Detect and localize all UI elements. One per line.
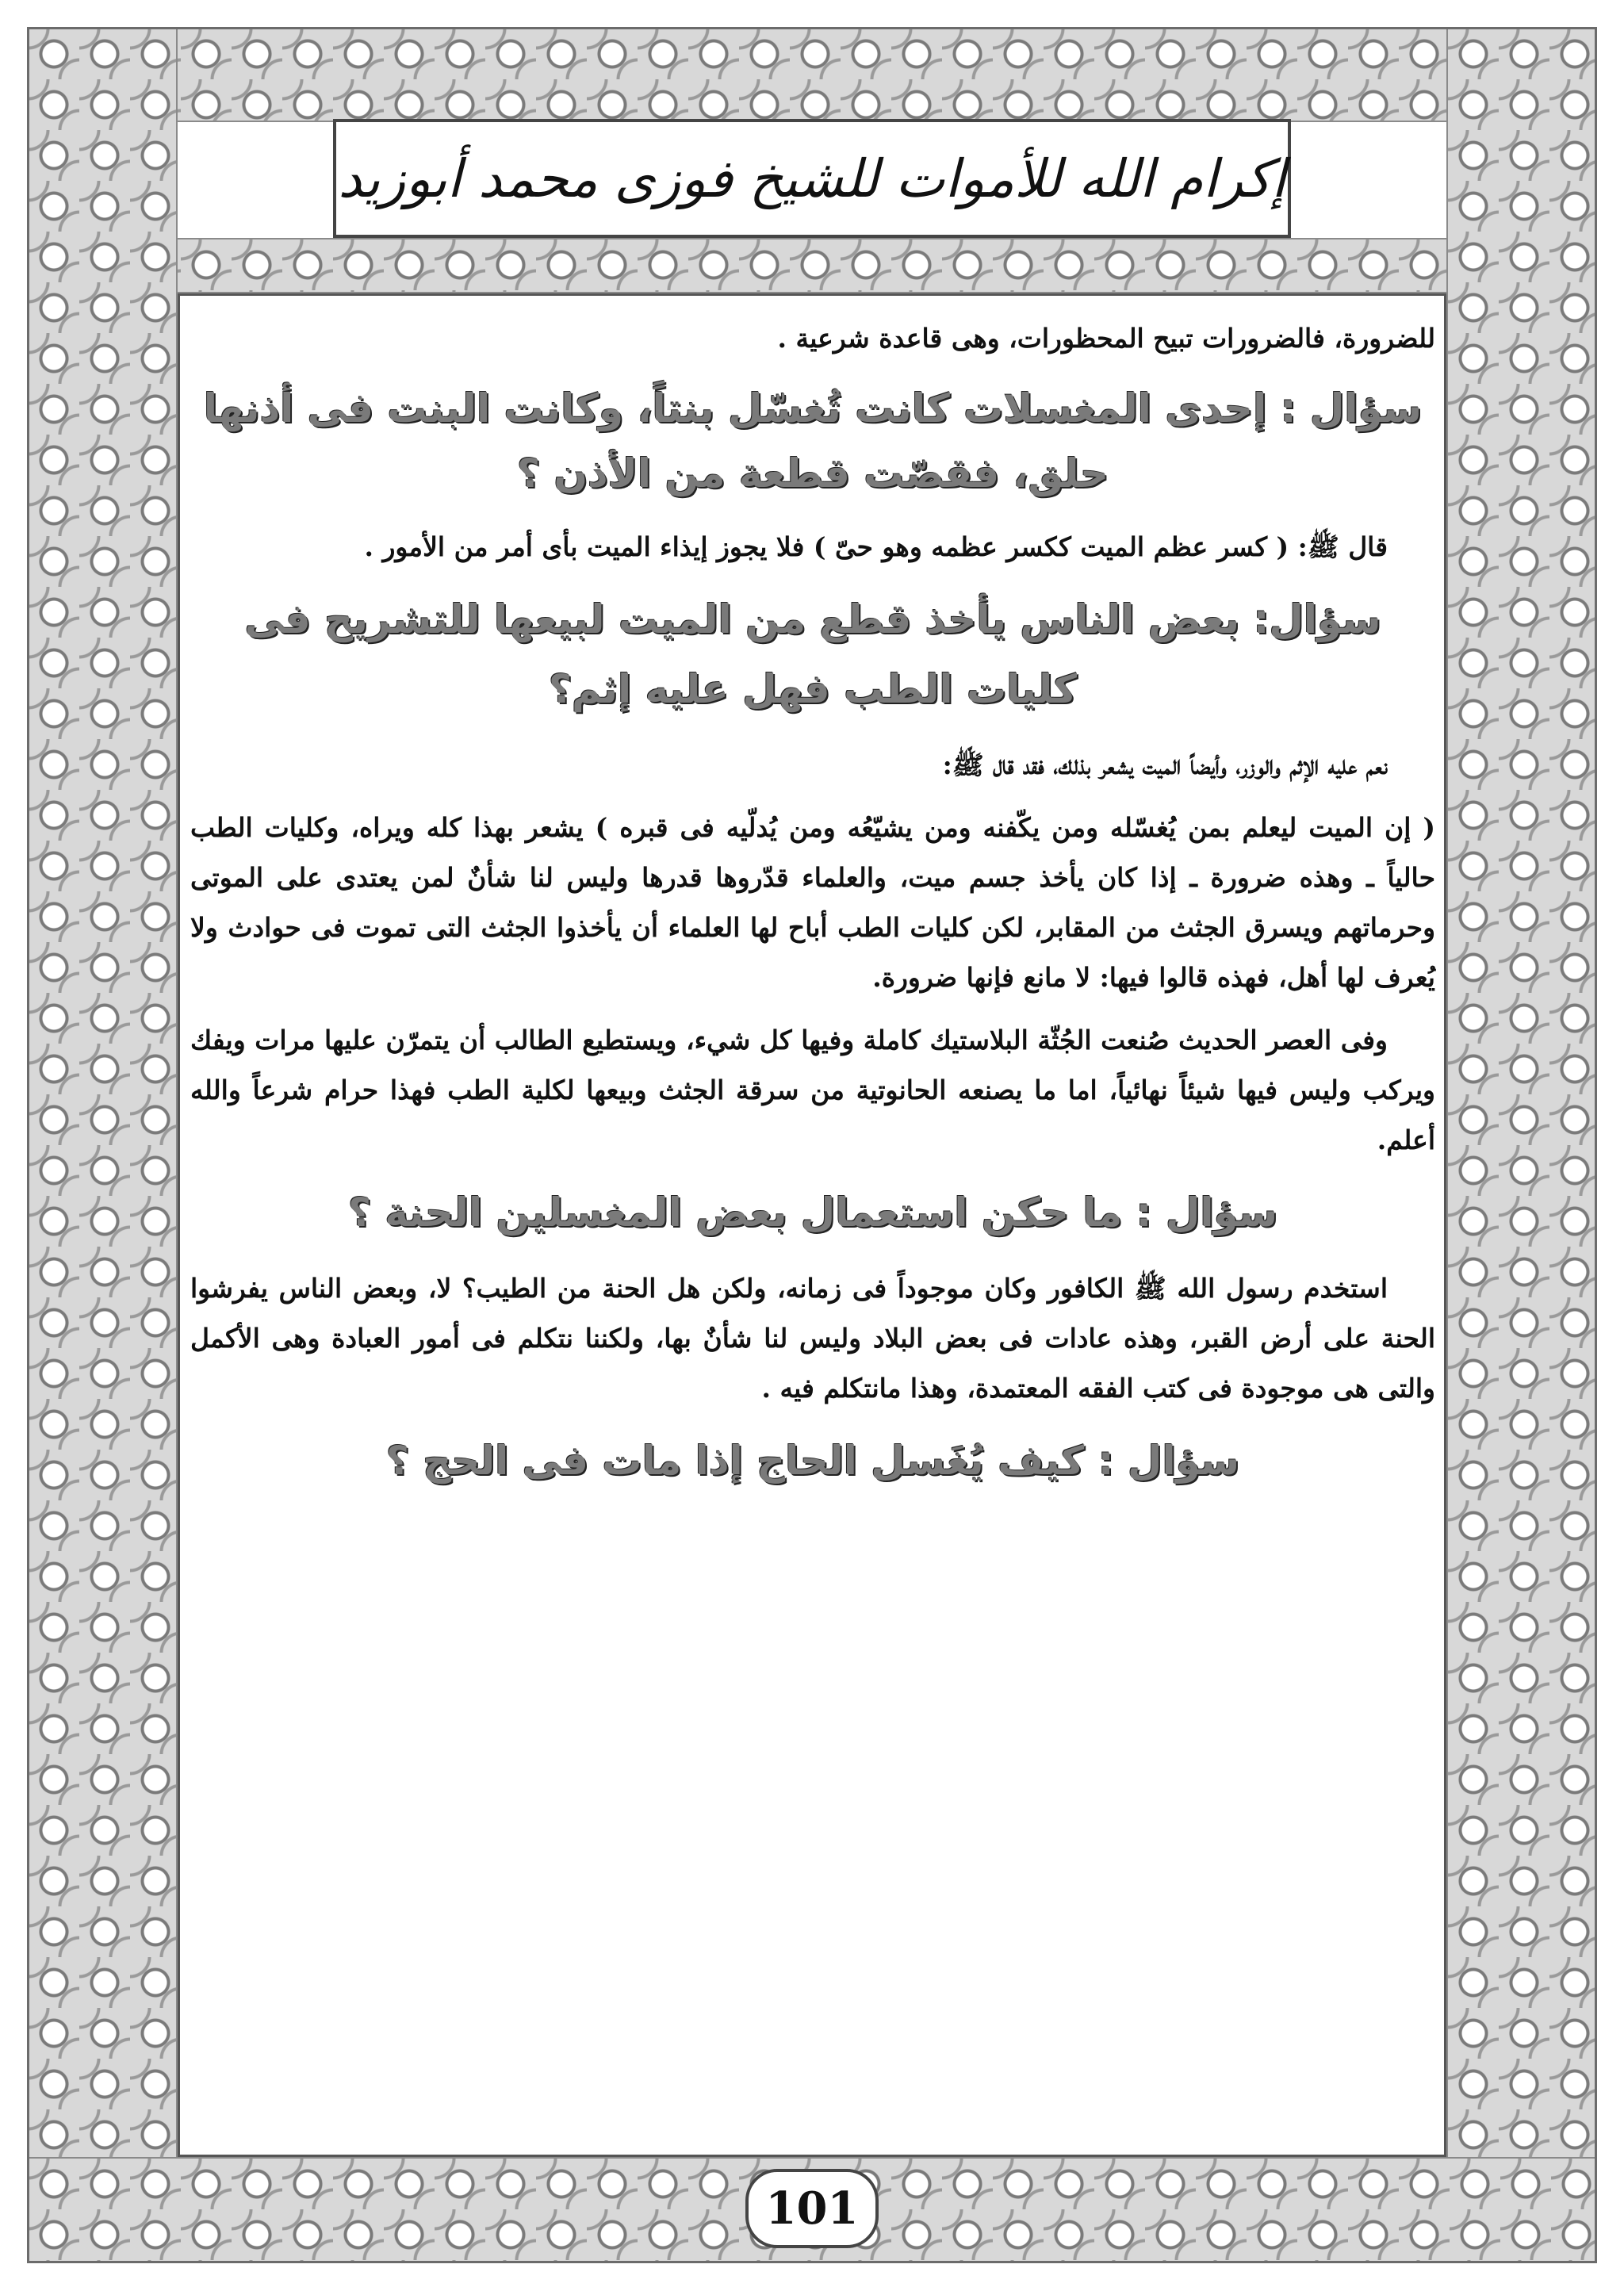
paragraph: للضرورة، فالضرورات تبيح المحظورات، وهى قاعدة شرعية . bbox=[777, 323, 1435, 354]
page-title: إكرام الله للأموات للشيخ فوزى محمد أبوزيد bbox=[338, 147, 1286, 209]
paragraph: نعم عليه الإثم والوزر، وأيضاً الميت يشعر بذلك، فقد قال ﷺ: bbox=[942, 749, 1388, 780]
question-heading: سؤال : إحدى المغسلات كانت تُغسّل بنتاً، وكانت البنت فى أذنها حلق، فقصّت قطعة من الأذن ؟ bbox=[203, 385, 1423, 496]
question-heading: سؤال : كيف يُغَسل الحاج إذا مات فى الحج ؟ bbox=[385, 1438, 1240, 1484]
paragraph: استخدم رسول الله ﷺ الكافور وكان موجوداً فى زمانه، ولكن هل الحنة من الطيب؟ لا، وبعض الناس يفرشوا الحنة على أرض القبر، وهذه عادات فى بعض البلاد وليس لنا شأنٌ بها، ولكننا نتكلم فى أمور العبادة وهى الأكمل والتى هى موجودة فى كتب الفقه المعتمدة، وهذا مانتكلم فيه . bbox=[190, 1273, 1435, 1404]
paragraph: وفى العصر الحديث صُنعت الجُثّة البلاستيك كاملة وفيها كل شيء، ويستطيع الطالب أن يتمرّن عليها مرات ويفك ويركب وليس فيها شيئاً نهائياً، اما ما يصنعه الحانوتية من سرقة الجثث وبيعها لكلية الطب فهذا حرام شرعاً والله أعلم. bbox=[190, 1025, 1435, 1155]
document-body bbox=[190, 313, 1435, 1511]
paragraph: ( إن الميت ليعلم بمن يُغسّله ومن يكّفنه ومن يشيّعُه ومن يُدلّيه فى قبره ) يشعر بهذا كله ويراه، وكليات الطب حالياً ـ وهذه ضرورة ـ إذا كان يأخذ جسم ميت، والعلماء قدّروها قدرها وليس لنا شأنٌ لمن يعتدى على الموتى وحرماتهم ويسرق الجثث من المقابر، لكن كليات الطب أباح لها العلماء أن يأخذوا الجثث التى تموت فى حوادث ولا يُعرف لها أهل، فهذه قالوا فيها: لا مانع فإنها ضرورة. bbox=[190, 812, 1435, 993]
question-heading: سؤال : ما حكن استعمال بعض المغسلين الحنة ؟ bbox=[348, 1190, 1277, 1236]
page-number-badge bbox=[745, 2169, 879, 2248]
question-heading: سؤال: بعض الناس يأخذ قطع من الميت لبيعها للتشريح فى كليات الطب فهل عليه إثم؟ bbox=[244, 596, 1381, 712]
page-number: 101 bbox=[765, 2182, 859, 2235]
header-title-box bbox=[333, 119, 1291, 238]
paragraph: قال ﷺ: ( كسر عظم الميت ككسر عظمه وهو حىّ ) فلا يجوز إيذاء الميت بأى أمر من الأمور . bbox=[364, 531, 1388, 562]
